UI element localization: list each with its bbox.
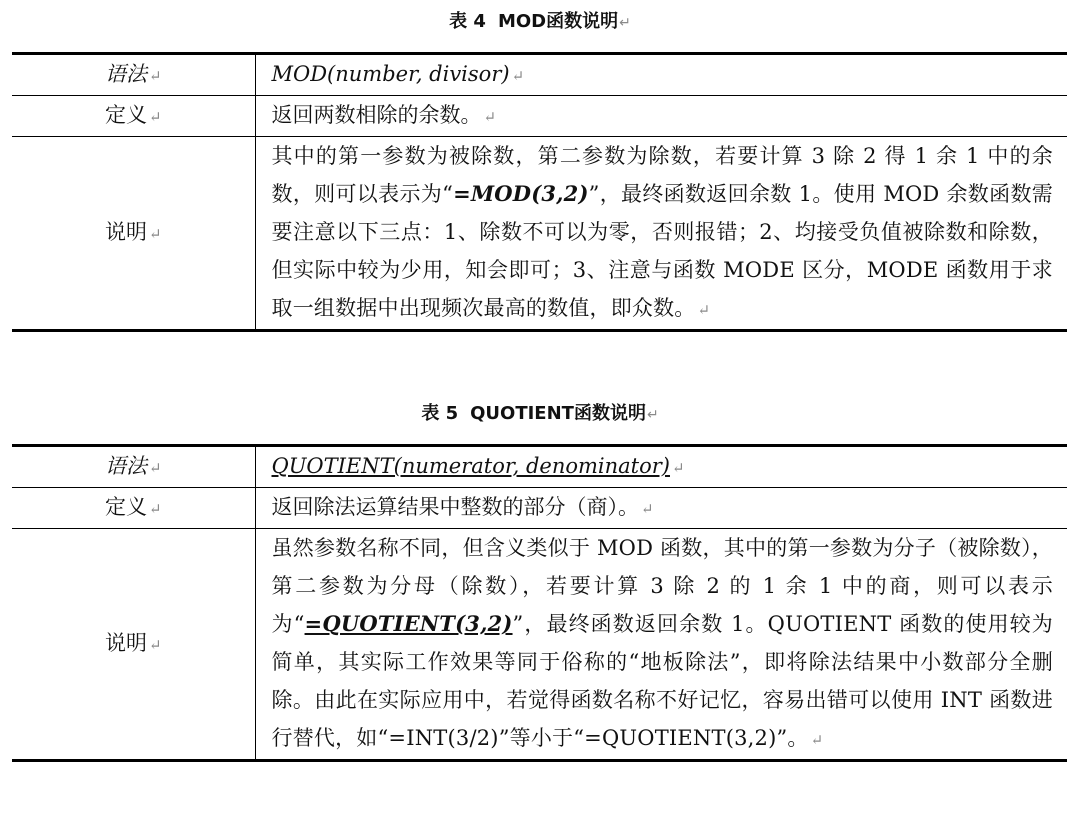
notes-formula: =QUOTIENT(3,2) [304, 611, 513, 636]
notes-value-cell [255, 529, 1067, 761]
syntax-label: 语法 [104, 62, 147, 86]
table5-caption-text: QUOTIENT函数说明 [470, 403, 646, 424]
paragraph-mark-icon: ↵ [148, 225, 162, 243]
paragraph-mark-icon: ↵ [619, 15, 631, 31]
notes-text-part2: ”，最终函数返回余数 1。使用 MOD 余数函数需要注意以下三点：1、除数不可以为零，否则报错；2、均接受负值被除数和除数，但实际中较为少用，知会即可；3、注意与函数 MODE 区分，MODE 函数用于求取一组数据中出现频次最高的数值，即众数。 [271, 182, 1053, 320]
paragraph-mark-icon: ↵ [148, 500, 162, 518]
definition-value: 返回两数相除的余数。 [271, 103, 482, 127]
notes-row [12, 137, 1067, 331]
syntax-row [12, 446, 1067, 488]
paragraph-mark-icon: ↵ [810, 731, 824, 749]
table5-caption-number: 表 5 [421, 403, 459, 424]
definition-value-cell [255, 96, 1067, 137]
paragraph-mark-icon: ↵ [148, 459, 162, 477]
definition-value-cell [255, 488, 1067, 529]
notes-text-part1: 其中的第一参数为被除数，第二参数为除数，若要计算 3 除 2 得 1 余 1 中的余数，则可以表示为“ [271, 144, 1053, 206]
notes-row [12, 529, 1067, 761]
definition-label: 定义 [104, 103, 147, 127]
definition-label-cell [12, 488, 255, 529]
syntax-label-cell [12, 54, 255, 96]
notes-value-cell [255, 137, 1067, 331]
notes-text-part2: ”，最终函数返回余数 1。QUOTIENT 函数的使用较为简单，其实际工作效果等同于俗称的“地板除法”，即将除法结果中小数部分全删除。由此在实际应用中，若觉得函数名称不好记忆，容易出错可以使用 INT 函数进行替代，如“=INT(3/2)”等小于“=QUOTIENT(3,2)”。 [271, 612, 1054, 750]
paragraph-mark-icon: ↵ [646, 407, 659, 423]
notes-label-cell [12, 137, 255, 331]
mod-function-table [12, 52, 1067, 332]
paragraph-mark-icon: ↵ [641, 500, 654, 518]
syntax-value: QUOTIENT(numerator, denominator) [271, 454, 670, 478]
syntax-value: MOD(number, divisor) [271, 62, 510, 86]
table4-caption [0, 11, 1080, 34]
paragraph-mark-icon: ↵ [148, 108, 162, 126]
definition-row [12, 488, 1067, 529]
paragraph-mark-icon: ↵ [697, 301, 711, 319]
definition-value: 返回除法运算结果中整数的部分（商）。 [271, 495, 639, 519]
definition-row [12, 96, 1067, 137]
paragraph-mark-icon: ↵ [148, 636, 162, 654]
syntax-row [12, 54, 1067, 96]
notes-label: 说明 [104, 220, 147, 244]
table4-caption-text: MOD函数说明 [497, 11, 619, 32]
table5-caption [0, 403, 1080, 426]
paragraph-mark-icon: ↵ [148, 67, 162, 85]
notes-formula: =MOD(3,2) [453, 181, 589, 206]
notes-text-part1: 虽然参数名称不同，但含义类似于 MOD 函数，其中的第一参数为分子（被除数），第二参数为分母（除数），若要计算 3 除 2 的 1 余 1 中的商，则可以表示为“ [271, 536, 1053, 636]
notes-label: 说明 [104, 631, 147, 655]
syntax-value-cell [255, 446, 1067, 488]
syntax-label: 语法 [104, 454, 147, 478]
definition-label: 定义 [104, 495, 147, 519]
table4-caption-number: 表 4 [449, 11, 486, 32]
quotient-function-table [12, 444, 1067, 762]
notes-label-cell [12, 529, 255, 761]
definition-label-cell [12, 96, 255, 137]
syntax-value-cell [255, 54, 1067, 96]
paragraph-mark-icon: ↵ [483, 108, 497, 126]
syntax-label-cell [12, 446, 255, 488]
paragraph-mark-icon: ↵ [671, 459, 685, 477]
paragraph-mark-icon: ↵ [511, 67, 525, 85]
